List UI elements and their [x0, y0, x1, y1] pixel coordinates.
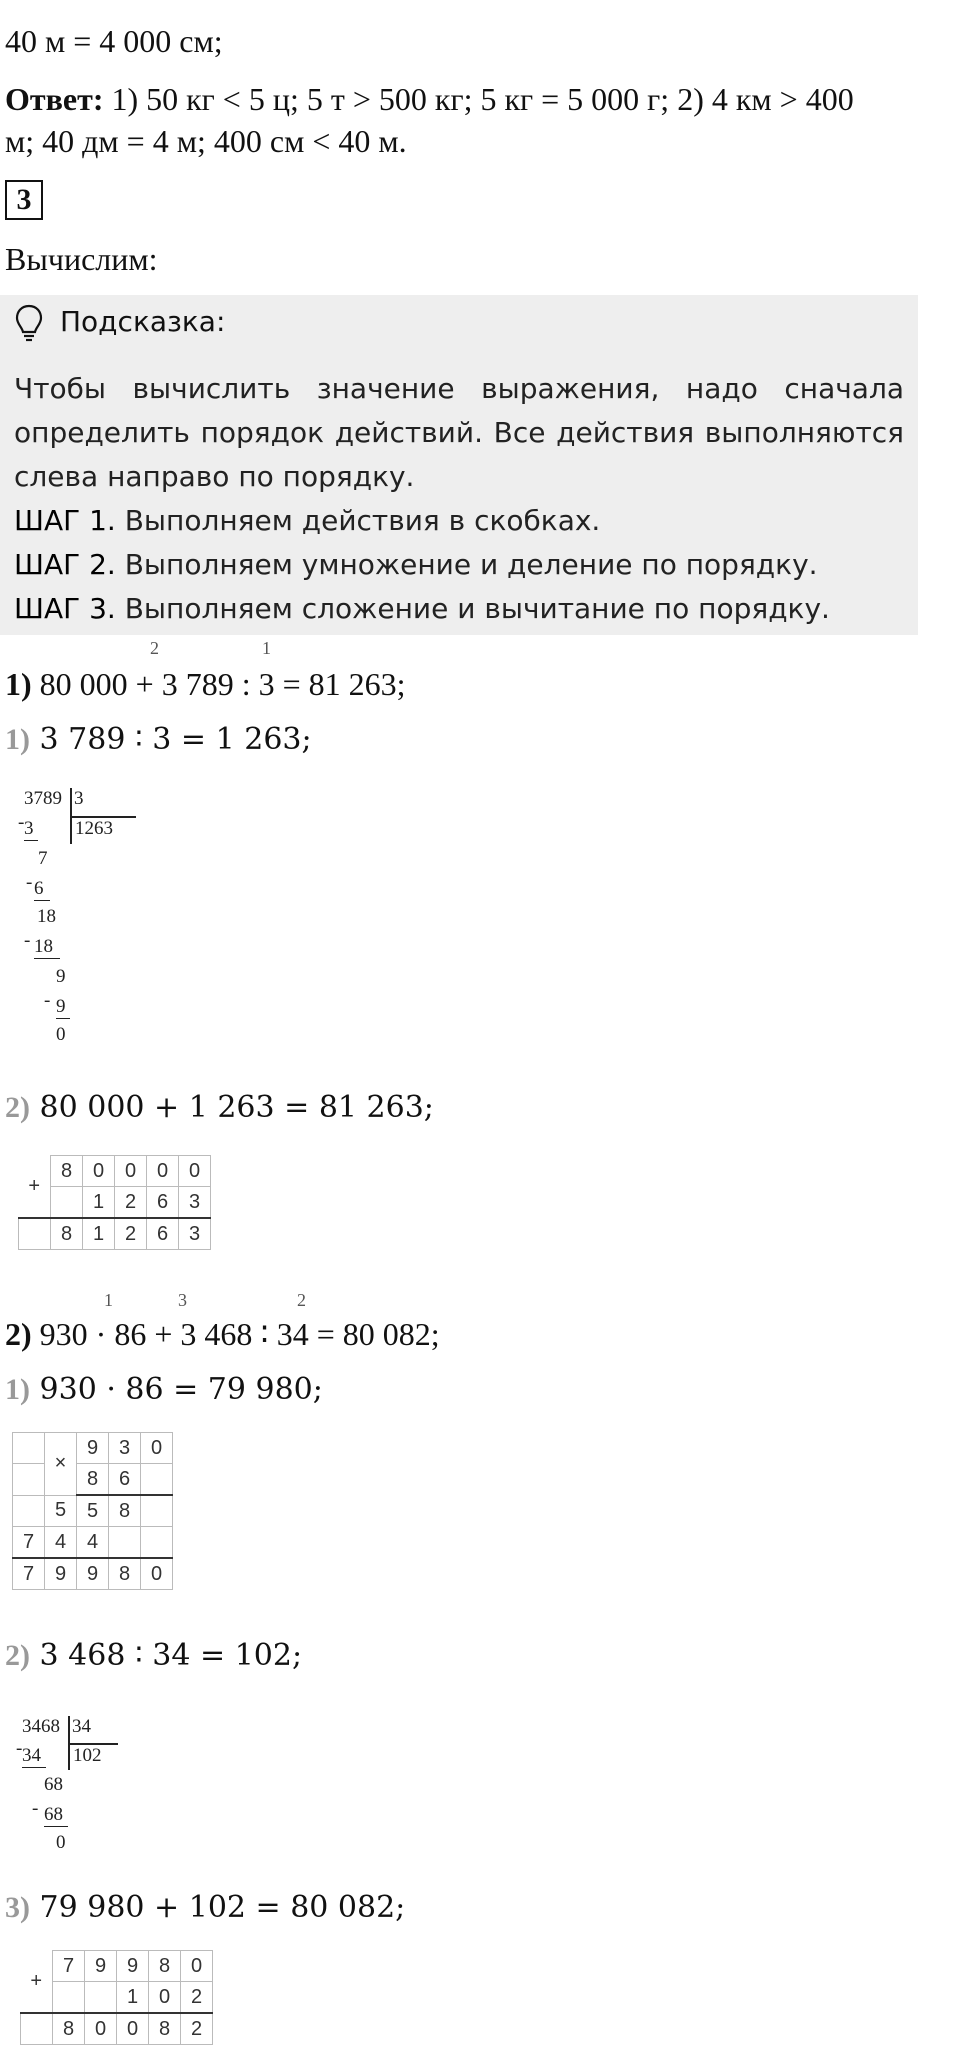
hint-step-1 — [14, 499, 600, 543]
digit-cell: 8 — [149, 2013, 181, 2045]
digit-cell: 8 — [77, 1464, 109, 1496]
digit-cell: 2 — [115, 1187, 147, 1219]
answer-line-1 — [5, 80, 854, 118]
digit-cell: 0 — [179, 1156, 211, 1187]
digit-cell — [141, 1527, 173, 1559]
expression-2 — [5, 1315, 440, 1353]
digit-cell: 4 — [45, 1527, 77, 1559]
digit-cell: 0 — [117, 2013, 149, 2045]
digit-cell: 9 — [117, 1951, 149, 1982]
division-row: 0 — [56, 1024, 66, 1045]
step-label: ШАГ 1. — [14, 504, 116, 537]
step-number: 1) — [5, 723, 30, 756]
digit-cell — [53, 1982, 85, 2014]
step-2-3 — [5, 1890, 405, 1925]
digit-cell: 9 — [45, 1558, 77, 1590]
digit-cell — [85, 1982, 117, 2014]
empty-cell — [21, 2013, 53, 2045]
quotient: 102 — [73, 1745, 102, 1766]
times-sign: × — [45, 1433, 77, 1496]
digit-cell — [13, 1495, 45, 1527]
digit-cell: 3 — [179, 1218, 211, 1250]
lightbulb-icon — [14, 303, 44, 348]
task-number: 3 — [5, 180, 43, 220]
step-number: 3) — [5, 1891, 30, 1924]
answer-label: Ответ: — [5, 81, 104, 117]
digit-cell: 6 — [109, 1464, 141, 1496]
division-row: 34 — [22, 1745, 46, 1768]
digit-cell: 9 — [77, 1558, 109, 1590]
long-division-2 — [16, 1716, 126, 1866]
intro-line: 40 м = 4 000 см; — [5, 23, 223, 59]
hint-box — [0, 295, 918, 635]
empty-cell — [19, 1218, 51, 1250]
digit-cell: 8 — [149, 1951, 181, 1982]
plus-sign: + — [30, 1969, 43, 1992]
division-row: 68 — [44, 1804, 68, 1827]
digit-cell: 0 — [83, 1156, 115, 1187]
division-row: 7 — [38, 848, 48, 869]
order-mark: 1 — [104, 1290, 113, 1310]
digit-cell: 8 — [51, 1156, 83, 1187]
step-text: Выполняем действия в скобках. — [115, 504, 601, 537]
hint-step-2 — [14, 543, 818, 587]
digit-cell: 8 — [51, 1218, 83, 1250]
dividend: 3468 — [22, 1716, 60, 1737]
division-row: 3 — [24, 818, 38, 841]
expression-text: 930 · 86 + 3 468 ∶ 34 = 80 082; — [31, 1316, 440, 1352]
digit-cell — [13, 1433, 45, 1464]
digit-cell: 1 — [83, 1187, 115, 1219]
digit-cell: 0 — [115, 1156, 147, 1187]
division-row: 18 — [34, 936, 60, 959]
long-division-1 — [18, 788, 138, 1058]
digit-cell: 7 — [13, 1527, 45, 1559]
digit-cell: 6 — [147, 1187, 179, 1219]
hint-title: Подсказка: — [60, 305, 226, 338]
order-mark: 2 — [297, 1290, 306, 1310]
quotient: 1263 — [75, 818, 113, 839]
expression-1 — [5, 665, 406, 703]
step-2-1 — [5, 1372, 323, 1407]
division-row: 18 — [37, 906, 56, 927]
column-addition-2 — [20, 1950, 213, 2045]
plus-sign: + — [28, 1174, 41, 1197]
division-row: 9 — [56, 996, 70, 1019]
step-number: 1) — [5, 1373, 30, 1406]
minus-sign: - — [44, 990, 51, 1011]
digit-cell: 4 — [77, 1527, 109, 1559]
answer-text-1: 1) 50 кг < 5 ц; 5 т > 500 кг; 5 кг = 5 000 г; 2) 4 км > 400 — [103, 81, 854, 117]
minus-sign: - — [18, 812, 25, 833]
digit-cell — [13, 1464, 45, 1496]
hint-text: Чтобы вычислить значение выражения, надо сначала определить порядок действий. Все действия выполняются слева направо по порядку. — [14, 372, 904, 493]
step-2-2 — [5, 1638, 302, 1673]
column-multiplication — [12, 1432, 173, 1590]
digit-cell: 2 — [115, 1218, 147, 1250]
step-number: 2) — [5, 1639, 30, 1672]
digit-cell: 5 — [45, 1495, 77, 1527]
step-text: 79 980 + 102 = 80 082; — [39, 1890, 406, 1925]
digit-cell: 3 — [179, 1187, 211, 1219]
digit-cell: 1 — [83, 1218, 115, 1250]
step-number: 2) — [5, 1091, 30, 1124]
digit-cell: 7 — [13, 1558, 45, 1590]
expression-number: 2) — [5, 1316, 32, 1352]
digit-cell: 0 — [85, 2013, 117, 2045]
division-row: 6 — [34, 878, 50, 901]
division-row: 9 — [56, 966, 66, 987]
divisor: 34 — [72, 1716, 91, 1737]
column-addition-1 — [18, 1155, 211, 1250]
order-mark: 3 — [178, 1290, 187, 1310]
digit-cell: 7 — [53, 1951, 85, 1982]
step-text: Выполняем умножение и деление по порядку. — [115, 548, 818, 581]
division-row: 68 — [44, 1774, 63, 1795]
minus-sign: - — [26, 872, 33, 893]
digit-cell: 2 — [181, 2013, 213, 2045]
digit-cell: 6 — [147, 1218, 179, 1250]
digit-cell — [109, 1527, 141, 1559]
minus-sign: - — [16, 1738, 23, 1759]
digit-cell: 0 — [141, 1433, 173, 1464]
digit-cell — [51, 1187, 83, 1219]
digit-cell: 2 — [181, 1982, 213, 2014]
digit-cell: 0 — [181, 1951, 213, 1982]
order-mark: 1 — [262, 638, 271, 658]
minus-sign: - — [24, 930, 31, 951]
step-1-1 — [5, 722, 312, 757]
digit-cell: 9 — [77, 1433, 109, 1464]
expression-number: 1) — [5, 666, 32, 702]
digit-cell: 0 — [147, 1156, 179, 1187]
step-1-2 — [5, 1090, 434, 1125]
step-text: 930 · 86 = 79 980; — [39, 1372, 323, 1407]
divisor: 3 — [74, 788, 84, 809]
step-label: ШАГ 2. — [14, 548, 116, 581]
step-text: 3 468 ∶ 34 = 102; — [39, 1638, 303, 1673]
step-text: Выполняем сложение и вычитание по порядку. — [115, 592, 830, 625]
digit-cell: 8 — [109, 1558, 141, 1590]
division-row: 0 — [56, 1832, 66, 1853]
digit-cell: 1 — [117, 1982, 149, 2014]
step-text: 3 789 ∶ 3 = 1 263; — [39, 722, 312, 757]
digit-cell: 5 — [77, 1495, 109, 1527]
digit-cell — [141, 1495, 173, 1527]
step-label: ШАГ 3. — [14, 592, 116, 625]
order-mark: 2 — [150, 638, 159, 658]
digit-cell: 8 — [53, 2013, 85, 2045]
compute-label: Вычислим: — [5, 241, 158, 277]
answer-line-2: м; 40 дм = 4 м; 400 см < 40 м. — [5, 123, 407, 159]
digit-cell — [141, 1464, 173, 1496]
minus-sign: - — [32, 1798, 39, 1819]
expression-text: 80 000 + 3 789 : 3 = 81 263; — [31, 666, 406, 702]
digit-cell: 9 — [85, 1951, 117, 1982]
digit-cell: 3 — [109, 1433, 141, 1464]
dividend: 3789 — [24, 788, 62, 809]
digit-cell: 0 — [149, 1982, 181, 2014]
hint-step-3 — [14, 587, 830, 631]
digit-cell: 0 — [141, 1558, 173, 1590]
digit-cell: 8 — [109, 1495, 141, 1527]
step-text: 80 000 + 1 263 = 81 263; — [39, 1090, 434, 1125]
